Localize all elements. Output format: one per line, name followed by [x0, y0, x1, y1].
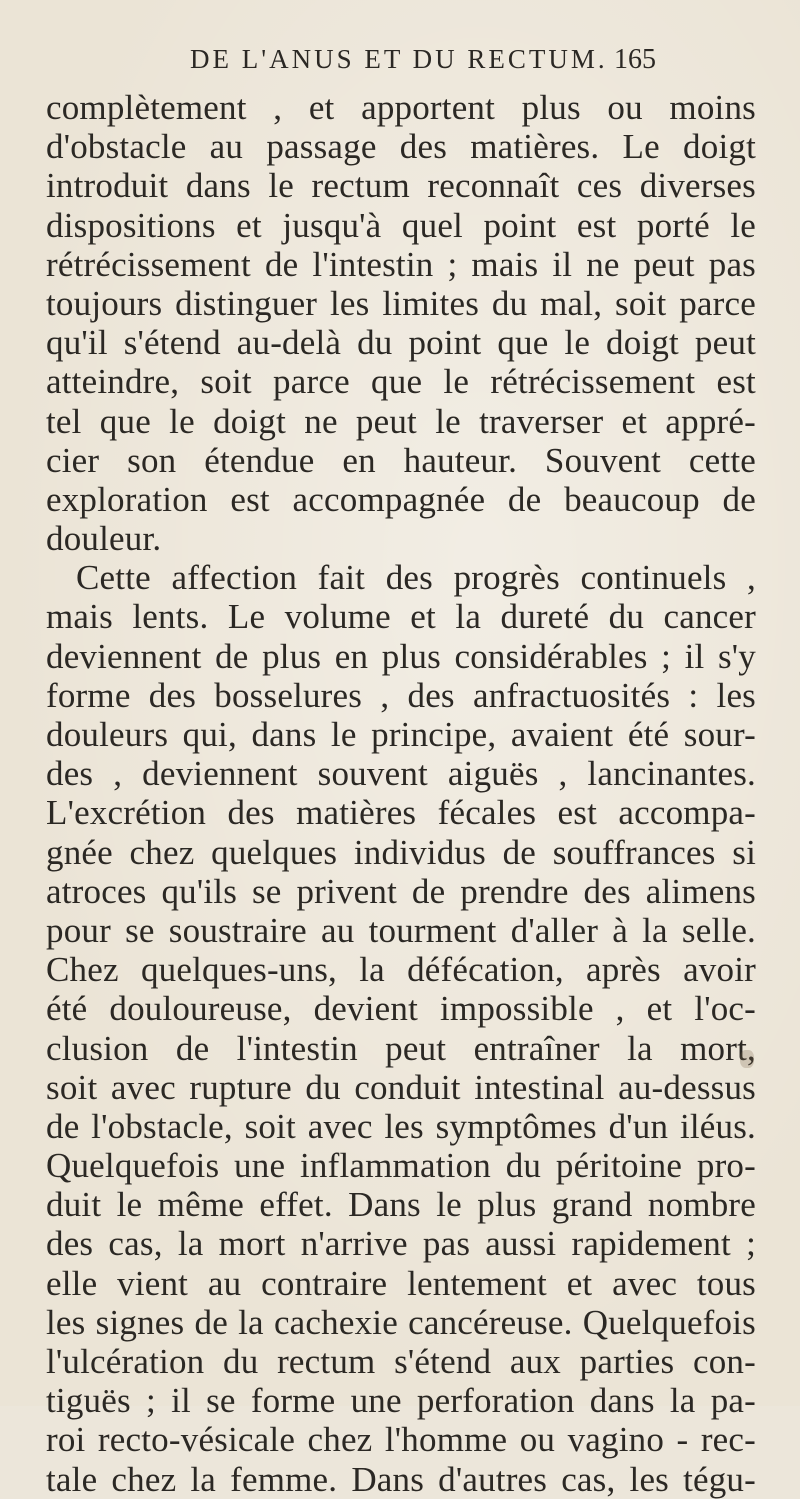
body-text	[46, 88, 756, 1499]
text-line: Cette affection fait des progrès continuels ,	[76, 558, 756, 598]
page-number: 165	[614, 44, 656, 75]
text-line: tel que le doigt ne peut le traverser et appré-	[46, 401, 756, 441]
text-line: soit avec rupture du conduit intestinal au-dessus	[46, 1067, 756, 1107]
text-line: été douloureuse, devient impossible , et l'oc-	[46, 989, 756, 1029]
text-line: deviennent de plus en plus considérables ; il s'y	[46, 636, 756, 676]
text-line: clusion de l'intestin peut entraîner la mort,	[46, 1028, 756, 1068]
text-line: gnée chez quelques individus de souffrances si	[46, 832, 756, 872]
text-line: douleurs qui, dans le principe, avaient été sour-	[46, 715, 756, 754]
text-line: Quelquefois une inflammation du péritoine pro-	[46, 1146, 756, 1186]
text-line: rétrécissement de l'intestin ; mais il ne peut pas	[46, 244, 756, 284]
text-line: atteindre, soit parce que le rétrécissement est	[46, 362, 756, 402]
text-line: forme des bosselures , des anfractuosités : les	[46, 675, 756, 715]
paper-stain	[740, 1050, 754, 1068]
text-line: tiguës ; il se forme une perforation dans la pa-	[46, 1381, 756, 1421]
text-line: Chez quelques-uns, la défécation, après avoir	[46, 950, 756, 990]
text-line: de l'obstacle, soit avec les symptômes d'un iléus.	[46, 1106, 756, 1146]
running-title: DE L'ANUS ET DU RECTUM.	[190, 44, 608, 74]
text-line: des cas, la mort n'arrive pas aussi rapidement ;	[46, 1224, 756, 1264]
text-line: douleur.	[46, 519, 162, 559]
text-line: d'obstacle au passage des matières. Le doigt	[46, 127, 756, 167]
text-line: cier son étendue en hauteur. Souvent cette	[46, 440, 756, 480]
text-line: toujours distinguer les limites du mal, soit parce	[46, 283, 756, 323]
text-line: dispositions et jusqu'à quel point est porté le	[46, 205, 756, 245]
text-line: roi recto-vésicale chez l'homme ou vagino - rec-	[46, 1420, 756, 1460]
text-line: des , deviennent souvent aiguës , lancinantes.	[46, 754, 756, 794]
text-line: tale chez la femme. Dans d'autres cas, les tégu-	[46, 1459, 756, 1499]
text-line: introduit dans le rectum reconnaît ces diverses	[46, 166, 756, 206]
page-header	[150, 44, 670, 84]
text-line: duit le même effet. Dans le plus grand nombre	[46, 1185, 756, 1225]
text-line: l'ulcération du rectum s'étend aux parties con-	[46, 1342, 756, 1381]
text-line: exploration est accompagnée de beaucoup de	[46, 479, 756, 519]
text-line: qu'il s'étend au-delà du point que le doigt peut	[46, 323, 756, 363]
text-line: les signes de la cachexie cancéreuse. Quelquefois	[46, 1302, 756, 1342]
text-line: elle vient au contraire lentement et avec tous	[46, 1263, 756, 1303]
text-line: L'excrétion des matières fécales est accompa-	[46, 793, 756, 833]
text-line: pour se soustraire au tourment d'aller à la selle.	[46, 910, 756, 950]
text-line: complètement , et apportent plus ou moins	[46, 88, 756, 127]
text-line: mais lents. Le volume et la dureté du cancer	[46, 597, 756, 637]
text-line: atroces qu'ils se privent de prendre des alimens	[46, 871, 756, 911]
